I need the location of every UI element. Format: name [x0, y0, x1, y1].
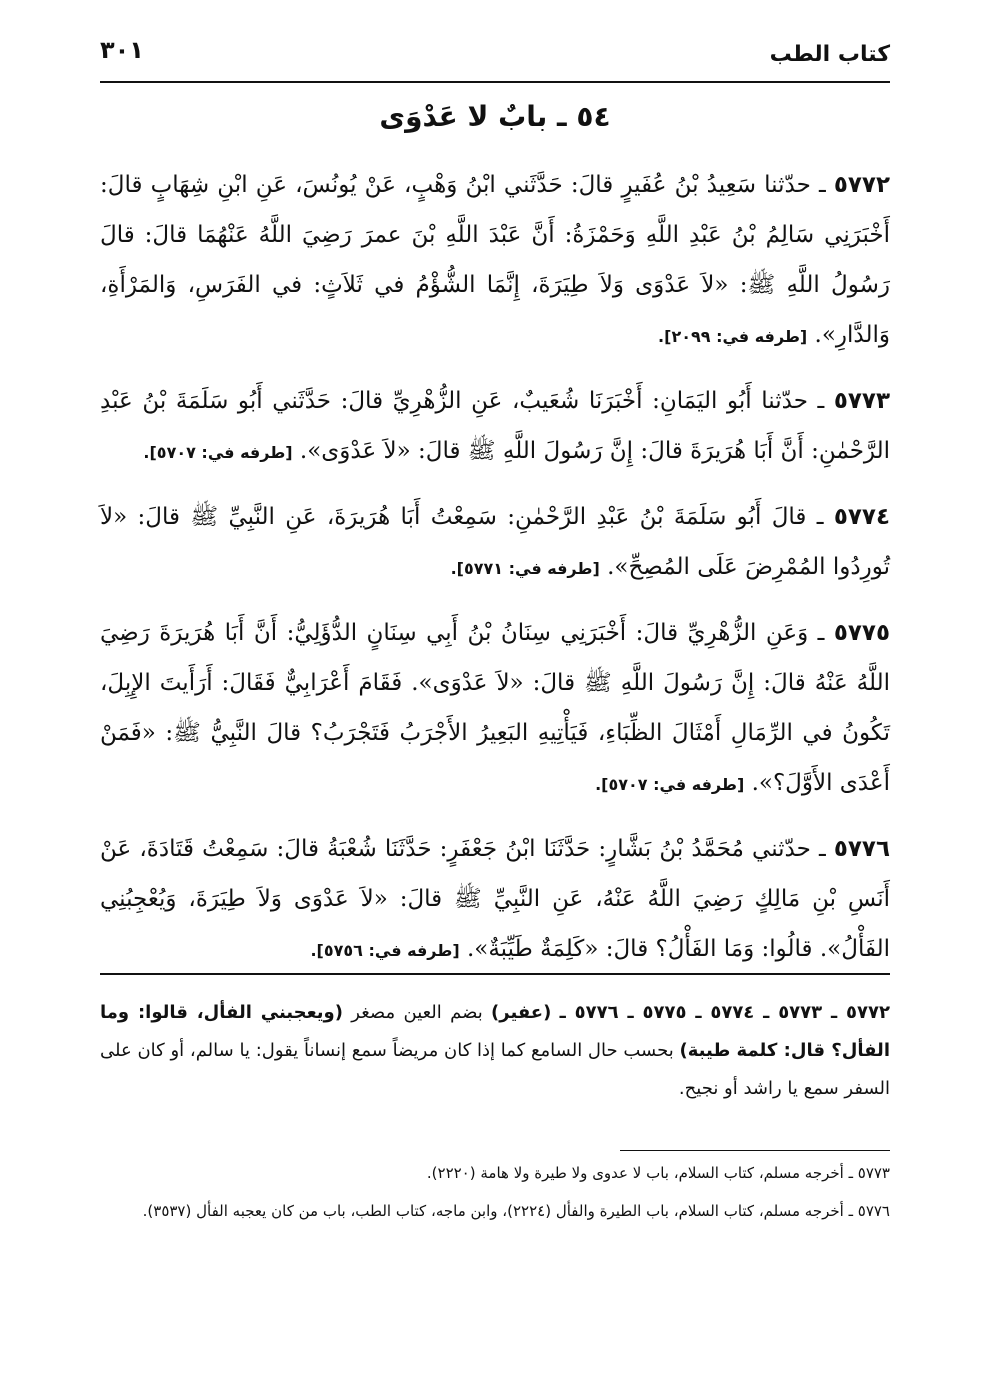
- hadith-number: ٥٧٧٥: [833, 620, 891, 646]
- cross-reference: [طرفه في: ٥٧٥٦].: [310, 941, 460, 960]
- header-divider: [100, 81, 890, 83]
- hadith-number: ٥٧٧٦: [833, 836, 890, 862]
- hadith-text: ـ حدّثنا أَبُو اليَمَانِ: أَخْبَرَنَا شُعَيبٌ، عَنِ الزُّهْرِيِّ قالَ: حَدَّثَني أَبُو سَلَمَةَ بْنُ عَبْدِ الرَّحْمٰنِ: أَنَّ أَبَا هُرَيرَةَ قالَ: إِنَّ رَسُولَ اللَّهِ ﷺ قالَ: «لاَ عَدْوَى».: [100, 388, 890, 464]
- hadith-text: ـ قالَ أَبُو سَلَمَةَ بْنُ عَبْدِ الرَّحْمٰنِ: سَمِعْتُ أَبَا هُرَيرَةَ، عَنِ النَّبِيِّ ﷺ قالَ: «لاَ تُورِدُوا المُمْرِضَ عَلَى المُصِحِّ».: [100, 504, 890, 580]
- book-title: كتاب الطب: [769, 42, 890, 67]
- hadith-text: ـ وَعَنِ الزُّهْرِيِّ قالَ: أَخْبَرَنِي سِنَانُ بْنُ أَبِي سِنَانٍ الدُّؤَلِيُّ: أَنَّ أَبَا هُرَيرَةَ رَضِيَ اللَّهُ عَنْهُ قالَ: إِنَّ رَسُولَ اللَّهِ ﷺ قالَ: «لاَ عَدْوَى». فَقَامَ أَعْرَابِيٌّ فَقَالَ: أَرَأَيتَ الإِبِلَ، تَكُونُ في الرِّمَالِ أَمْثَالَ الظِّبَاءِ، فَيَأْتِيهِ البَعِيرُ الأَجْرَبُ فَتَجْرَبُ؟ قالَ النَّبِيُّ ﷺ: «فَمَنْ أَعْدَى الأَوَّلَ؟».: [100, 620, 890, 796]
- commentary-numbers: ٥٧٧٢ ـ ٥٧٧٣ ـ ٥٧٧٤ ـ ٥٧٧٥ ـ ٥٧٧٦ ـ: [559, 1002, 890, 1023]
- running-header: [100, 30, 890, 76]
- hadith-number: ٥٧٧٣: [833, 388, 890, 414]
- commentary-term: (ويعجبني الفأل، قالوا: وما الفأل؟ قال: كلمة طيبة): [100, 1002, 890, 1061]
- hadith-5775: [100, 608, 890, 810]
- cross-reference: [طرفه في: ٢٠٩٩].: [658, 327, 808, 346]
- hadith-text: ـ حدّثني مُحَمَّدُ بْنُ بَشَّارٍ: حَدَّثَنَا ابْنُ جَعْفَرٍ: حَدَّثَنَا شُعْبَةُ قالَ: سَمِعْتُ قَتَادَةَ، عَنْ أَنَسِ بْنِ مَالِكٍ رَضِيَ اللَّهُ عَنْهُ، عَنِ النَّبِيِّ ﷺ قالَ: «لاَ عَدْوَى وَلاَ طِيَرَةَ، وَيُعْجِبُنِي الفَأْلُ». قالُوا: وَمَا الفَأْلُ؟ قالَ: «كَلِمَةٌ طَيِّبَةٌ».: [100, 836, 890, 962]
- hadith-number: ٥٧٧٤: [833, 504, 890, 530]
- cross-reference: [طرفه في: ٥٧٧١].: [450, 559, 600, 578]
- hadith-list: [100, 160, 890, 990]
- hadith-text: ـ حدّثنا سَعِيدُ بْنُ عُفَيرٍ قالَ: حَدَّثَني ابْنُ وَهْبٍ، عَنْ يُونُسَ، عَنِ ابْنِ شِهَابٍ قالَ: أَخْبَرَنِي سَالِمُ بْنُ عَبْدِ اللَّهِ وَحَمْزَةُ: أَنَّ عَبْدَ اللَّهِ بْنَ عمرَ رَضِيَ اللَّهُ عَنْهُمَا قالَ: قالَ رَسُولُ اللَّهِ ﷺ: «لاَ عَدْوَى وَلاَ طِيَرَةَ، إِنَّمَا الشُّؤْمُ في ثَلاَثٍ: في الفَرَسِ، وَالمَرْأَةِ، وَالدَّارِ».: [100, 172, 890, 348]
- hadith-5774: [100, 492, 890, 594]
- hadith-number: ٥٧٧٢: [833, 172, 891, 198]
- cross-reference: [طرفه في: ٥٧٠٧].: [595, 775, 745, 794]
- commentary-divider: [100, 973, 890, 975]
- commentary-gloss: بضم العين مصغر: [351, 1002, 483, 1023]
- hadith-5776: [100, 824, 890, 976]
- footnote-divider: [620, 1150, 890, 1151]
- cross-reference: [طرفه في: ٥٧٠٧].: [143, 443, 293, 462]
- footnote: ٥٧٧٣ ـ أخرجه مسلم، كتاب السلام، باب لا عدوى ولا طيرة ولا هامة (٢٢٢٠).: [426, 1164, 890, 1182]
- chapter-title: ٥٤ ـ بابٌ لا عَدْوَى: [379, 100, 611, 133]
- footnotes: [100, 1158, 890, 1234]
- footnote: ٥٧٧٦ ـ أخرجه مسلم، كتاب السلام، باب الطيرة والفأل (٢٢٢٤)، وابن ماجه، كتاب الطب، باب من كان يعجبه الفأل (٣٥٣٧).: [142, 1202, 890, 1220]
- hadith-5773: [100, 376, 890, 478]
- commentary: [100, 994, 890, 1108]
- commentary-gloss: بحسب حال السامع كما إذا كان مريضاً سمع إنساناً يقول: يا سالم، أو كان على السفر سمع يا راشد أو نجيح.: [100, 1040, 890, 1099]
- hadith-5772: [100, 160, 890, 362]
- page-number: ٣٠١: [100, 36, 144, 64]
- commentary-term: (عفير): [491, 1002, 552, 1023]
